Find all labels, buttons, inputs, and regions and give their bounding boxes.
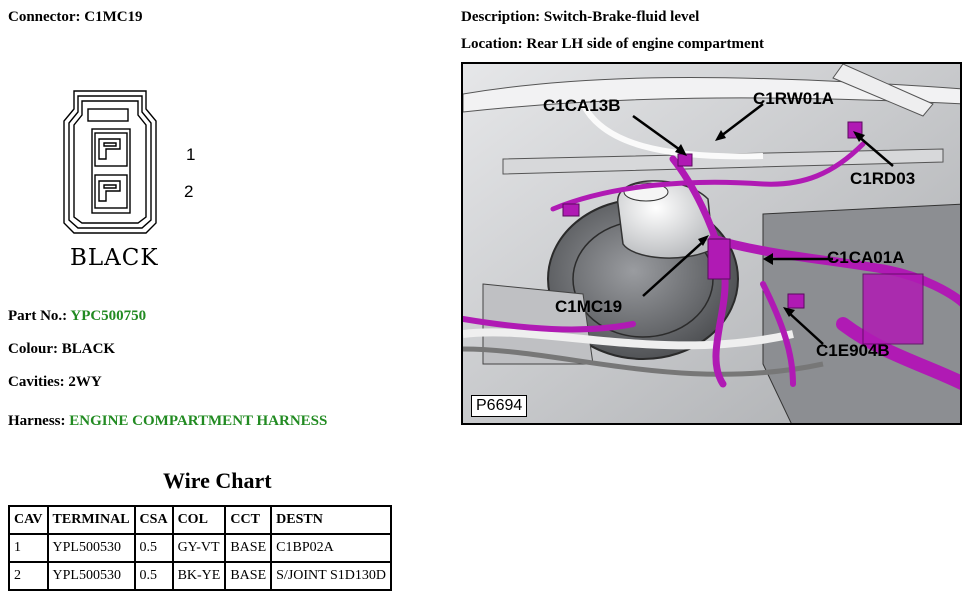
cell-csa: 0.5 bbox=[135, 562, 173, 590]
colour-label: Colour: bbox=[8, 341, 58, 357]
pin-2-label: 2 bbox=[184, 182, 194, 201]
callout-c1ca13b: C1CA13B bbox=[543, 96, 621, 115]
part-no-value[interactable]: YPC500750 bbox=[70, 308, 147, 324]
connector-line bbox=[8, 9, 143, 26]
cell-destn: C1BP02A bbox=[271, 534, 391, 562]
col-header-terminal: TERMINAL bbox=[48, 506, 135, 534]
location-label: Location: bbox=[461, 36, 523, 52]
callout-c1mc19: C1MC19 bbox=[555, 297, 623, 316]
col-header-csa: CSA bbox=[135, 506, 173, 534]
location-line bbox=[461, 36, 764, 53]
harness-value[interactable]: ENGINE COMPARTMENT HARNESS bbox=[69, 413, 328, 429]
col-header-destn: DESTN bbox=[271, 506, 391, 534]
callout-c1rw01a: C1RW01A bbox=[753, 89, 834, 108]
harness-label: Harness: bbox=[8, 413, 66, 429]
callout-c1rd03: C1RD03 bbox=[850, 169, 916, 188]
location-value: Rear LH side of engine compartment bbox=[526, 36, 765, 52]
description-value: Switch-Brake-fluid level bbox=[543, 9, 700, 25]
part-no-line bbox=[8, 308, 146, 325]
cell-cct: BASE bbox=[225, 562, 271, 590]
colour-value: BLACK bbox=[61, 341, 116, 357]
wire-chart-table bbox=[8, 505, 392, 591]
cell-cct: BASE bbox=[225, 534, 271, 562]
diagram-colour-text: BLACK bbox=[70, 245, 159, 271]
callout-c1e904b: C1E904B bbox=[816, 341, 890, 360]
cell-cav: 2 bbox=[9, 562, 48, 590]
description-label: Description: bbox=[461, 9, 541, 25]
description-line bbox=[461, 9, 699, 26]
callout-c1ca01a: C1CA01A bbox=[827, 248, 905, 267]
table-row bbox=[9, 562, 391, 590]
colour-line bbox=[8, 341, 115, 358]
photo-reference-number: P6694 bbox=[471, 395, 527, 417]
engine-illustration bbox=[463, 64, 962, 425]
col-header-cav: CAV bbox=[9, 506, 48, 534]
cell-col: BK-YE bbox=[173, 562, 226, 590]
connector-label: Connector: bbox=[8, 9, 81, 25]
cell-csa: 0.5 bbox=[135, 534, 173, 562]
col-header-col: COL bbox=[173, 506, 226, 534]
col-header-cct: CCT bbox=[225, 506, 271, 534]
cell-cav: 1 bbox=[9, 534, 48, 562]
connector-value: C1MC19 bbox=[84, 9, 143, 25]
cell-destn: S/JOINT S1D130D bbox=[271, 562, 391, 590]
cavities-label: Cavities: bbox=[8, 374, 65, 390]
cell-col: GY-VT bbox=[173, 534, 226, 562]
table-row bbox=[9, 534, 391, 562]
cell-terminal: YPL500530 bbox=[48, 534, 135, 562]
table-header-row bbox=[9, 506, 391, 534]
part-no-label: Part No.: bbox=[8, 308, 68, 324]
cell-terminal: YPL500530 bbox=[48, 562, 135, 590]
wire-chart-title: Wire Chart bbox=[163, 468, 272, 493]
connector-diagram bbox=[60, 85, 210, 275]
cavities-value: 2WY bbox=[68, 374, 102, 390]
harness-line bbox=[8, 413, 327, 430]
pin-1-label: 1 bbox=[186, 145, 196, 164]
engine-compartment-photo bbox=[461, 62, 962, 425]
cavities-line bbox=[8, 374, 102, 391]
